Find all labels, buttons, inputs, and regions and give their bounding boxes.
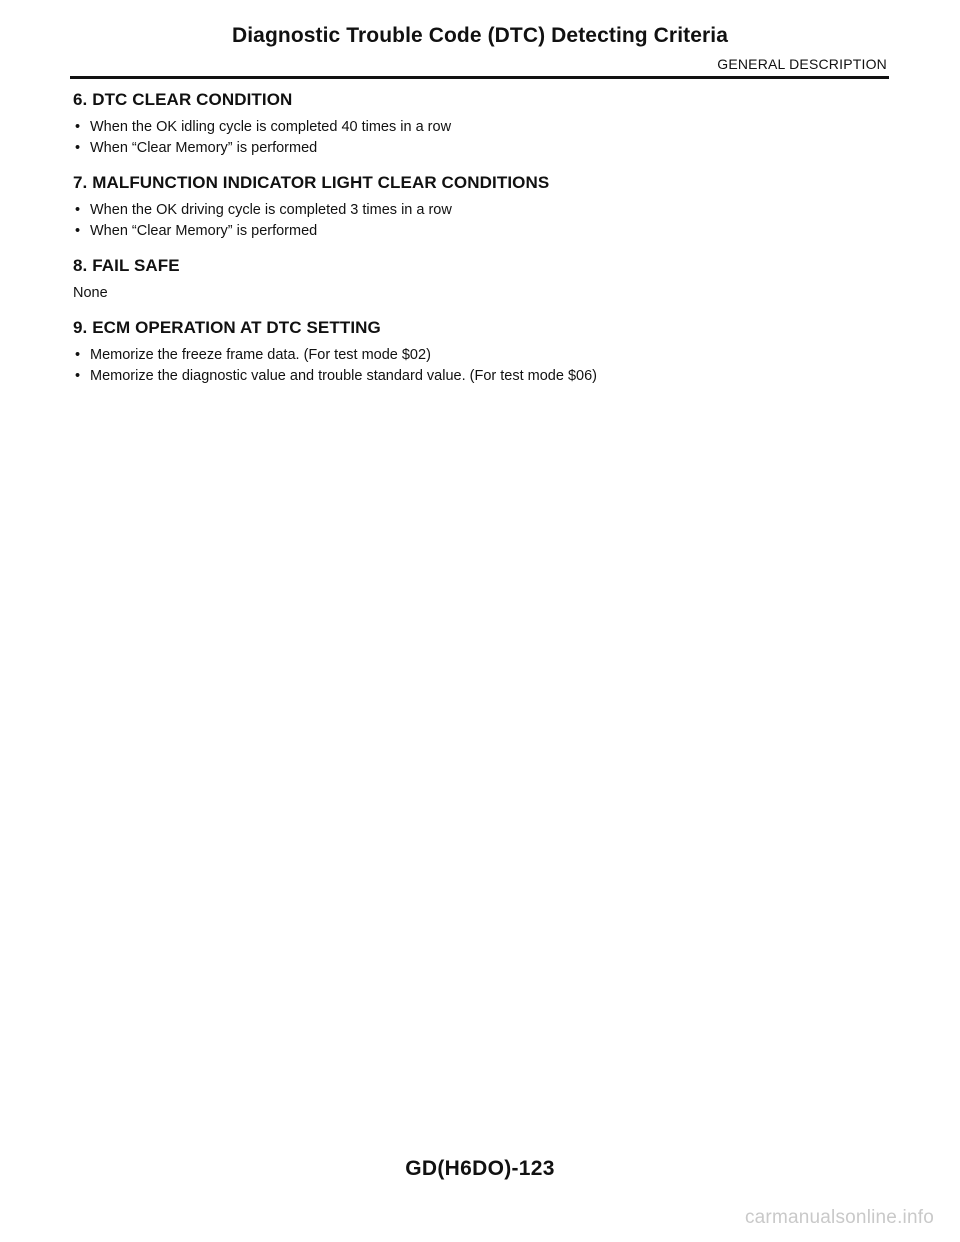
section-heading: 9. ECM OPERATION AT DTC SETTING — [73, 318, 381, 337]
page-content — [73, 90, 888, 401]
page-title: Diagnostic Trouble Code (DTC) Detecting Criteria — [231, 24, 728, 47]
section-fail-safe — [73, 256, 888, 304]
bullet-list — [73, 117, 888, 159]
list-item: • Memorize the diagnostic value and trouble standard value. (For test mode $06) — [73, 366, 888, 387]
section-dtc-clear-condition — [73, 90, 888, 159]
list-item: • When the OK driving cycle is completed 3 times in a row — [73, 200, 888, 221]
bullet-list — [73, 200, 888, 242]
watermark-text: carmanualsonline.info — [744, 1207, 934, 1228]
list-item: • Memorize the freeze frame data. (For test mode $02) — [73, 345, 888, 366]
section-heading: 7. MALFUNCTION INDICATOR LIGHT CLEAR CONDITIONS — [73, 173, 550, 192]
section-label: GENERAL DESCRIPTION — [717, 56, 887, 72]
header-divider — [70, 76, 889, 79]
page-number: GD(H6DO)-123 — [405, 1157, 555, 1180]
section-mil-clear-conditions — [73, 173, 888, 242]
section-text: None — [73, 285, 108, 301]
list-item: • When “Clear Memory” is performed — [73, 138, 888, 159]
section-ecm-operation — [73, 318, 888, 387]
section-heading: 6. DTC CLEAR CONDITION — [73, 90, 293, 109]
list-item: • When the OK idling cycle is completed 40 times in a row — [73, 117, 888, 138]
section-heading: 8. FAIL SAFE — [73, 256, 180, 275]
bullet-list — [73, 345, 888, 387]
list-item: • When “Clear Memory” is performed — [73, 221, 888, 242]
